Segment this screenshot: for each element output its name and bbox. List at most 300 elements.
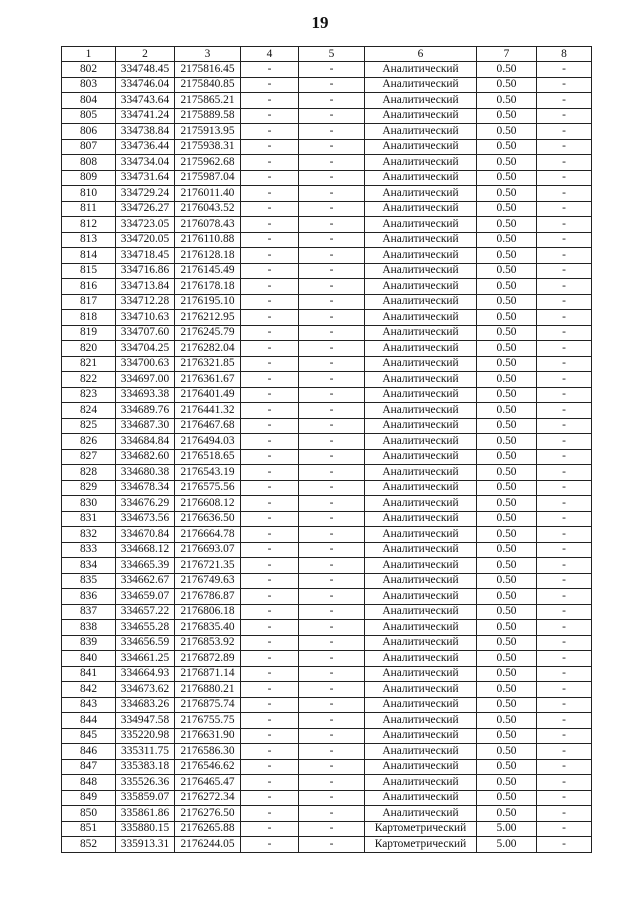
table-row — [62, 62, 592, 78]
col8-cell: - — [537, 511, 592, 527]
col5-cell: - — [299, 806, 365, 822]
table-row — [62, 651, 592, 667]
accuracy-cell: 0.50 — [477, 232, 537, 248]
method-cell: Аналитический — [365, 248, 477, 264]
col5-cell: - — [299, 604, 365, 620]
accuracy-cell: 0.50 — [477, 620, 537, 636]
col8-cell: - — [537, 232, 592, 248]
point-number-cell: 808 — [62, 155, 116, 171]
col4-cell: - — [241, 837, 299, 853]
y-coordinate-cell: 2176361.67 — [175, 372, 241, 388]
point-number-cell: 841 — [62, 666, 116, 682]
x-coordinate-cell: 334661.25 — [116, 651, 175, 667]
point-number-cell: 825 — [62, 418, 116, 434]
point-number-cell: 803 — [62, 77, 116, 93]
col5-cell: - — [299, 217, 365, 233]
table-row — [62, 155, 592, 171]
y-coordinate-cell: 2176321.85 — [175, 356, 241, 372]
col4-cell: - — [241, 418, 299, 434]
col8-cell: - — [537, 837, 592, 853]
x-coordinate-cell: 334748.45 — [116, 62, 175, 78]
y-coordinate-cell: 2176128.18 — [175, 248, 241, 264]
col8-cell: - — [537, 496, 592, 512]
col8-cell: - — [537, 294, 592, 310]
method-cell: Аналитический — [365, 310, 477, 326]
point-number-cell: 826 — [62, 434, 116, 450]
col8-cell: - — [537, 93, 592, 109]
method-cell: Картометрический — [365, 837, 477, 853]
col4-cell: - — [241, 356, 299, 372]
col5-cell: - — [299, 279, 365, 295]
col8-cell: - — [537, 434, 592, 450]
point-number-cell: 831 — [62, 511, 116, 527]
accuracy-cell: 0.50 — [477, 775, 537, 791]
accuracy-cell: 0.50 — [477, 728, 537, 744]
table-row — [62, 496, 592, 512]
table-row — [62, 713, 592, 729]
y-coordinate-cell: 2176872.89 — [175, 651, 241, 667]
col5-cell: - — [299, 697, 365, 713]
method-cell: Аналитический — [365, 325, 477, 341]
col4-cell: - — [241, 372, 299, 388]
col8-cell: - — [537, 186, 592, 202]
table-row — [62, 589, 592, 605]
y-coordinate-cell: 2176011.40 — [175, 186, 241, 202]
x-coordinate-cell: 334655.28 — [116, 620, 175, 636]
col5-cell: - — [299, 682, 365, 698]
col8-cell: - — [537, 790, 592, 806]
col4-cell: - — [241, 775, 299, 791]
col8-cell: - — [537, 170, 592, 186]
col5-cell: - — [299, 139, 365, 155]
col5-cell: - — [299, 759, 365, 775]
method-cell: Аналитический — [365, 93, 477, 109]
y-coordinate-cell: 2176608.12 — [175, 496, 241, 512]
x-coordinate-cell: 334664.93 — [116, 666, 175, 682]
point-number-cell: 834 — [62, 558, 116, 574]
table-body — [62, 62, 592, 853]
y-coordinate-cell: 2176195.10 — [175, 294, 241, 310]
col8-cell: - — [537, 62, 592, 78]
table-row — [62, 325, 592, 341]
table-row — [62, 356, 592, 372]
col8-cell: - — [537, 263, 592, 279]
y-coordinate-cell: 2176145.49 — [175, 263, 241, 279]
y-coordinate-cell: 2176575.56 — [175, 480, 241, 496]
col5-cell: - — [299, 713, 365, 729]
x-coordinate-cell: 334729.24 — [116, 186, 175, 202]
col8-cell: - — [537, 77, 592, 93]
x-coordinate-cell: 335220.98 — [116, 728, 175, 744]
accuracy-cell: 0.50 — [477, 651, 537, 667]
col5-cell: - — [299, 573, 365, 589]
x-coordinate-cell: 334718.45 — [116, 248, 175, 264]
table-row — [62, 744, 592, 760]
method-cell: Аналитический — [365, 155, 477, 171]
point-number-cell: 839 — [62, 635, 116, 651]
x-coordinate-cell: 334712.28 — [116, 294, 175, 310]
coordinates-table — [61, 46, 592, 853]
col4-cell: - — [241, 666, 299, 682]
col5-cell: - — [299, 310, 365, 326]
col4-cell: - — [241, 201, 299, 217]
col8-cell: - — [537, 589, 592, 605]
col4-cell: - — [241, 93, 299, 109]
table-row — [62, 821, 592, 837]
col4-cell: - — [241, 651, 299, 667]
accuracy-cell: 0.50 — [477, 744, 537, 760]
point-number-cell: 816 — [62, 279, 116, 295]
x-coordinate-cell: 335526.36 — [116, 775, 175, 791]
col4-cell: - — [241, 713, 299, 729]
accuracy-cell: 0.50 — [477, 759, 537, 775]
col8-cell: - — [537, 573, 592, 589]
method-cell: Аналитический — [365, 480, 477, 496]
table-row — [62, 759, 592, 775]
accuracy-cell: 0.50 — [477, 341, 537, 357]
accuracy-cell: 0.50 — [477, 418, 537, 434]
point-number-cell: 846 — [62, 744, 116, 760]
col5-cell: - — [299, 775, 365, 791]
col5-cell: - — [299, 527, 365, 543]
x-coordinate-cell: 334684.84 — [116, 434, 175, 450]
col8-cell: - — [537, 604, 592, 620]
table-row — [62, 139, 592, 155]
point-number-cell: 842 — [62, 682, 116, 698]
table-row — [62, 573, 592, 589]
x-coordinate-cell: 334657.22 — [116, 604, 175, 620]
y-coordinate-cell: 2176693.07 — [175, 542, 241, 558]
y-coordinate-cell: 2175840.85 — [175, 77, 241, 93]
y-coordinate-cell: 2176282.04 — [175, 341, 241, 357]
x-coordinate-cell: 334693.38 — [116, 387, 175, 403]
table-row — [62, 248, 592, 264]
col5-cell: - — [299, 434, 365, 450]
accuracy-cell: 0.50 — [477, 635, 537, 651]
point-number-cell: 835 — [62, 573, 116, 589]
accuracy-cell: 0.50 — [477, 806, 537, 822]
accuracy-cell: 5.00 — [477, 821, 537, 837]
col4-cell: - — [241, 108, 299, 124]
x-coordinate-cell: 334700.63 — [116, 356, 175, 372]
x-coordinate-cell: 334668.12 — [116, 542, 175, 558]
x-coordinate-cell: 335880.15 — [116, 821, 175, 837]
x-coordinate-cell: 334713.84 — [116, 279, 175, 295]
col4-cell: - — [241, 434, 299, 450]
method-cell: Аналитический — [365, 589, 477, 605]
table-row — [62, 372, 592, 388]
method-cell: Аналитический — [365, 108, 477, 124]
point-number-cell: 804 — [62, 93, 116, 109]
accuracy-cell: 0.50 — [477, 790, 537, 806]
y-coordinate-cell: 2176721.35 — [175, 558, 241, 574]
col5-cell: - — [299, 666, 365, 682]
method-cell: Аналитический — [365, 356, 477, 372]
table-row — [62, 604, 592, 620]
x-coordinate-cell: 334687.30 — [116, 418, 175, 434]
col4-cell: - — [241, 480, 299, 496]
x-coordinate-cell: 334682.60 — [116, 449, 175, 465]
col5-cell: - — [299, 325, 365, 341]
col8-cell: - — [537, 651, 592, 667]
col5-cell: - — [299, 790, 365, 806]
point-number-cell: 814 — [62, 248, 116, 264]
y-coordinate-cell: 2176786.87 — [175, 589, 241, 605]
point-number-cell: 843 — [62, 697, 116, 713]
y-coordinate-cell: 2176586.30 — [175, 744, 241, 760]
point-number-cell: 850 — [62, 806, 116, 822]
col8-cell: - — [537, 713, 592, 729]
method-cell: Аналитический — [365, 651, 477, 667]
col8-cell: - — [537, 310, 592, 326]
col8-cell: - — [537, 480, 592, 496]
point-number-cell: 820 — [62, 341, 116, 357]
col8-cell: - — [537, 201, 592, 217]
col4-cell: - — [241, 232, 299, 248]
col4-cell: - — [241, 310, 299, 326]
col4-cell: - — [241, 341, 299, 357]
col5-cell: - — [299, 651, 365, 667]
col5-cell: - — [299, 821, 365, 837]
col4-cell: - — [241, 759, 299, 775]
col5-cell: - — [299, 403, 365, 419]
col8-cell: - — [537, 775, 592, 791]
col4-cell: - — [241, 217, 299, 233]
col8-cell: - — [537, 279, 592, 295]
table-row — [62, 418, 592, 434]
col8-cell: - — [537, 139, 592, 155]
col4-cell: - — [241, 186, 299, 202]
accuracy-cell: 0.50 — [477, 325, 537, 341]
accuracy-cell: 5.00 — [477, 837, 537, 853]
col8-cell: - — [537, 155, 592, 171]
x-coordinate-cell: 335861.86 — [116, 806, 175, 822]
table-row — [62, 341, 592, 357]
method-cell: Аналитический — [365, 263, 477, 279]
point-number-cell: 830 — [62, 496, 116, 512]
point-number-cell: 836 — [62, 589, 116, 605]
col8-cell: - — [537, 697, 592, 713]
method-cell: Аналитический — [365, 372, 477, 388]
accuracy-cell: 0.50 — [477, 356, 537, 372]
x-coordinate-cell: 334673.56 — [116, 511, 175, 527]
method-cell: Аналитический — [365, 511, 477, 527]
table-row — [62, 294, 592, 310]
point-number-cell: 848 — [62, 775, 116, 791]
point-number-cell: 822 — [62, 372, 116, 388]
x-coordinate-cell: 334678.34 — [116, 480, 175, 496]
table-row — [62, 837, 592, 853]
point-number-cell: 833 — [62, 542, 116, 558]
column-header: 4 — [241, 47, 299, 62]
method-cell: Аналитический — [365, 527, 477, 543]
y-coordinate-cell: 2176631.90 — [175, 728, 241, 744]
x-coordinate-cell: 334738.84 — [116, 124, 175, 140]
y-coordinate-cell: 2175816.45 — [175, 62, 241, 78]
col8-cell: - — [537, 217, 592, 233]
table-row — [62, 108, 592, 124]
col5-cell: - — [299, 124, 365, 140]
y-coordinate-cell: 2175889.58 — [175, 108, 241, 124]
x-coordinate-cell: 334720.05 — [116, 232, 175, 248]
method-cell: Аналитический — [365, 465, 477, 481]
x-coordinate-cell: 334736.44 — [116, 139, 175, 155]
col4-cell: - — [241, 465, 299, 481]
y-coordinate-cell: 2176494.03 — [175, 434, 241, 450]
accuracy-cell: 0.50 — [477, 713, 537, 729]
point-number-cell: 852 — [62, 837, 116, 853]
col5-cell: - — [299, 248, 365, 264]
accuracy-cell: 0.50 — [477, 170, 537, 186]
col8-cell: - — [537, 759, 592, 775]
accuracy-cell: 0.50 — [477, 527, 537, 543]
x-coordinate-cell: 334676.29 — [116, 496, 175, 512]
accuracy-cell: 0.50 — [477, 139, 537, 155]
table-row — [62, 77, 592, 93]
col8-cell: - — [537, 558, 592, 574]
point-number-cell: 813 — [62, 232, 116, 248]
table-row — [62, 666, 592, 682]
point-number-cell: 811 — [62, 201, 116, 217]
col5-cell: - — [299, 558, 365, 574]
table-row — [62, 697, 592, 713]
point-number-cell: 819 — [62, 325, 116, 341]
method-cell: Аналитический — [365, 434, 477, 450]
x-coordinate-cell: 334656.59 — [116, 635, 175, 651]
point-number-cell: 838 — [62, 620, 116, 636]
method-cell: Аналитический — [365, 558, 477, 574]
col5-cell: - — [299, 155, 365, 171]
table-row — [62, 542, 592, 558]
y-coordinate-cell: 2176272.34 — [175, 790, 241, 806]
col4-cell: - — [241, 744, 299, 760]
col8-cell: - — [537, 821, 592, 837]
col5-cell: - — [299, 341, 365, 357]
accuracy-cell: 0.50 — [477, 573, 537, 589]
x-coordinate-cell: 334665.39 — [116, 558, 175, 574]
method-cell: Аналитический — [365, 666, 477, 682]
col5-cell: - — [299, 418, 365, 434]
table-row — [62, 511, 592, 527]
x-coordinate-cell: 334689.76 — [116, 403, 175, 419]
column-header: 2 — [116, 47, 175, 62]
y-coordinate-cell: 2176835.40 — [175, 620, 241, 636]
x-coordinate-cell: 334710.63 — [116, 310, 175, 326]
col8-cell: - — [537, 248, 592, 264]
table-row — [62, 527, 592, 543]
col8-cell: - — [537, 403, 592, 419]
point-number-cell: 802 — [62, 62, 116, 78]
col4-cell: - — [241, 558, 299, 574]
point-number-cell: 829 — [62, 480, 116, 496]
x-coordinate-cell: 334731.64 — [116, 170, 175, 186]
x-coordinate-cell: 334947.58 — [116, 713, 175, 729]
table-row — [62, 93, 592, 109]
col4-cell: - — [241, 542, 299, 558]
y-coordinate-cell: 2176518.65 — [175, 449, 241, 465]
x-coordinate-cell: 334683.26 — [116, 697, 175, 713]
col4-cell: - — [241, 821, 299, 837]
col8-cell: - — [537, 465, 592, 481]
table-row — [62, 480, 592, 496]
method-cell: Аналитический — [365, 496, 477, 512]
table-row — [62, 620, 592, 636]
x-coordinate-cell: 335311.75 — [116, 744, 175, 760]
col5-cell: - — [299, 480, 365, 496]
col8-cell: - — [537, 806, 592, 822]
accuracy-cell: 0.50 — [477, 248, 537, 264]
col5-cell: - — [299, 837, 365, 853]
col8-cell: - — [537, 108, 592, 124]
x-coordinate-cell: 334662.67 — [116, 573, 175, 589]
point-number-cell: 807 — [62, 139, 116, 155]
y-coordinate-cell: 2176880.21 — [175, 682, 241, 698]
method-cell: Аналитический — [365, 170, 477, 186]
x-coordinate-cell: 334734.04 — [116, 155, 175, 171]
x-coordinate-cell: 334659.07 — [116, 589, 175, 605]
accuracy-cell: 0.50 — [477, 480, 537, 496]
col4-cell: - — [241, 403, 299, 419]
table-row — [62, 232, 592, 248]
y-coordinate-cell: 2176244.05 — [175, 837, 241, 853]
y-coordinate-cell: 2175865.21 — [175, 93, 241, 109]
method-cell: Аналитический — [365, 279, 477, 295]
x-coordinate-cell: 334716.86 — [116, 263, 175, 279]
col4-cell: - — [241, 635, 299, 651]
col8-cell: - — [537, 542, 592, 558]
method-cell: Аналитический — [365, 418, 477, 434]
table-row — [62, 124, 592, 140]
method-cell: Картометрический — [365, 821, 477, 837]
accuracy-cell: 0.50 — [477, 372, 537, 388]
col8-cell: - — [537, 620, 592, 636]
y-coordinate-cell: 2176276.50 — [175, 806, 241, 822]
page-number: 19 — [311, 13, 329, 32]
accuracy-cell: 0.50 — [477, 310, 537, 326]
accuracy-cell: 0.50 — [477, 186, 537, 202]
point-number-cell: 851 — [62, 821, 116, 837]
col8-cell: - — [537, 341, 592, 357]
col5-cell: - — [299, 294, 365, 310]
x-coordinate-cell: 334704.25 — [116, 341, 175, 357]
table-row — [62, 558, 592, 574]
method-cell: Аналитический — [365, 186, 477, 202]
table-row — [62, 775, 592, 791]
method-cell: Аналитический — [365, 697, 477, 713]
x-coordinate-cell: 335383.18 — [116, 759, 175, 775]
col4-cell: - — [241, 387, 299, 403]
point-number-cell: 818 — [62, 310, 116, 326]
column-header: 6 — [365, 47, 477, 62]
col4-cell: - — [241, 155, 299, 171]
col4-cell: - — [241, 682, 299, 698]
x-coordinate-cell: 335859.07 — [116, 790, 175, 806]
col4-cell: - — [241, 527, 299, 543]
point-number-cell: 805 — [62, 108, 116, 124]
col5-cell: - — [299, 77, 365, 93]
col4-cell: - — [241, 139, 299, 155]
col4-cell: - — [241, 279, 299, 295]
column-header: 5 — [299, 47, 365, 62]
point-number-cell: 806 — [62, 124, 116, 140]
y-coordinate-cell: 2176465.47 — [175, 775, 241, 791]
point-number-cell: 845 — [62, 728, 116, 744]
col5-cell: - — [299, 356, 365, 372]
col4-cell: - — [241, 511, 299, 527]
accuracy-cell: 0.50 — [477, 108, 537, 124]
x-coordinate-cell: 334726.27 — [116, 201, 175, 217]
accuracy-cell: 0.50 — [477, 387, 537, 403]
